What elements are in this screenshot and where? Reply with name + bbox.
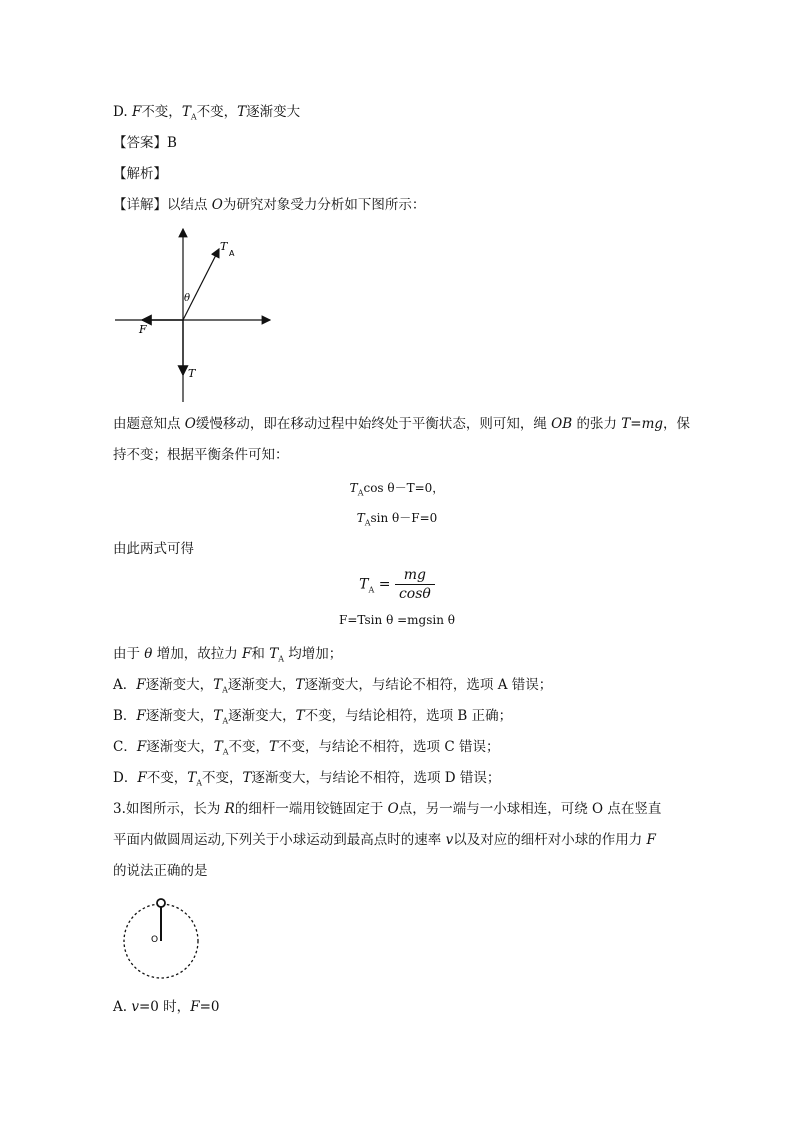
t-label: T — [188, 367, 196, 380]
q3-line3: 的说法正确的是 — [113, 863, 208, 879]
q3-line2: 平面内做圆周运动,下列关于小球运动到最高点时的速率 v以及对应的细杆对小球的作用力 F — [113, 832, 656, 848]
para2: 由于 θ 增加，故拉力 F和 $T_A$ 均增加； — [113, 646, 343, 664]
detail-line: 【详解】以结点 O为研究对象受力分析如下图所示： — [113, 197, 426, 213]
circle-diagram — [118, 893, 206, 985]
force-diagram — [110, 222, 280, 407]
equation-3: F=Tsin θ =mgsin θ — [339, 613, 455, 627]
q3-option-a: A. v=0 时，F=0 — [113, 999, 220, 1015]
ta-label: T — [220, 240, 228, 253]
derive-line: 由此两式可得 — [113, 541, 194, 557]
option-d: D．F不变，$T_A$不变，T逐渐变大，与结论不相符，选项 D 错误； — [113, 770, 501, 788]
para1-line2: 持不变；根据平衡条件可知： — [113, 447, 289, 463]
equation-1: $T_A\cos$ θ－T=0， — [349, 481, 445, 498]
equation-2: $T_A\sin$ θ－F=0 — [356, 511, 438, 528]
q3-line1: 3.如图所示，长为 R的细杆一端用铰链固定于 O点，另一端与一小球相连，可绕 O 点在竖直 — [113, 801, 662, 817]
formula: $T_A$ = $\frac{mg}{\cos\theta}$ — [0, 566, 794, 603]
ta-sub-label: A — [229, 249, 235, 258]
analysis-heading: 【解析】 — [113, 166, 167, 182]
f-label: F — [139, 323, 147, 336]
option-a: A．F逐渐变大，$T_A$逐渐变大，T逐渐变大，与结论不相符，选项 A 错误； — [113, 677, 553, 695]
option-c: C．F逐渐变大，$T_A$不变，T不变，与结论不相符，选项 C 错误； — [113, 739, 500, 757]
answer-line: 【答案】B — [113, 135, 177, 151]
theta-label: θ — [184, 293, 191, 304]
option-b: B．F逐渐变大，$T_A$逐渐变大，T不变，与结论相符，选项 B 正确； — [113, 708, 513, 726]
prev-option-d: D. F不变，$T_A$不变，T逐渐变大 — [113, 104, 301, 122]
ta-arrow — [183, 249, 219, 320]
ball — [157, 899, 165, 907]
para1-line1: 由题意知点 O缓慢移动，即在移动过程中始终处于平衡状态，则可知，绳 OB 的张力 T=mg，保 — [113, 416, 691, 432]
pivot-label: O — [151, 935, 159, 945]
